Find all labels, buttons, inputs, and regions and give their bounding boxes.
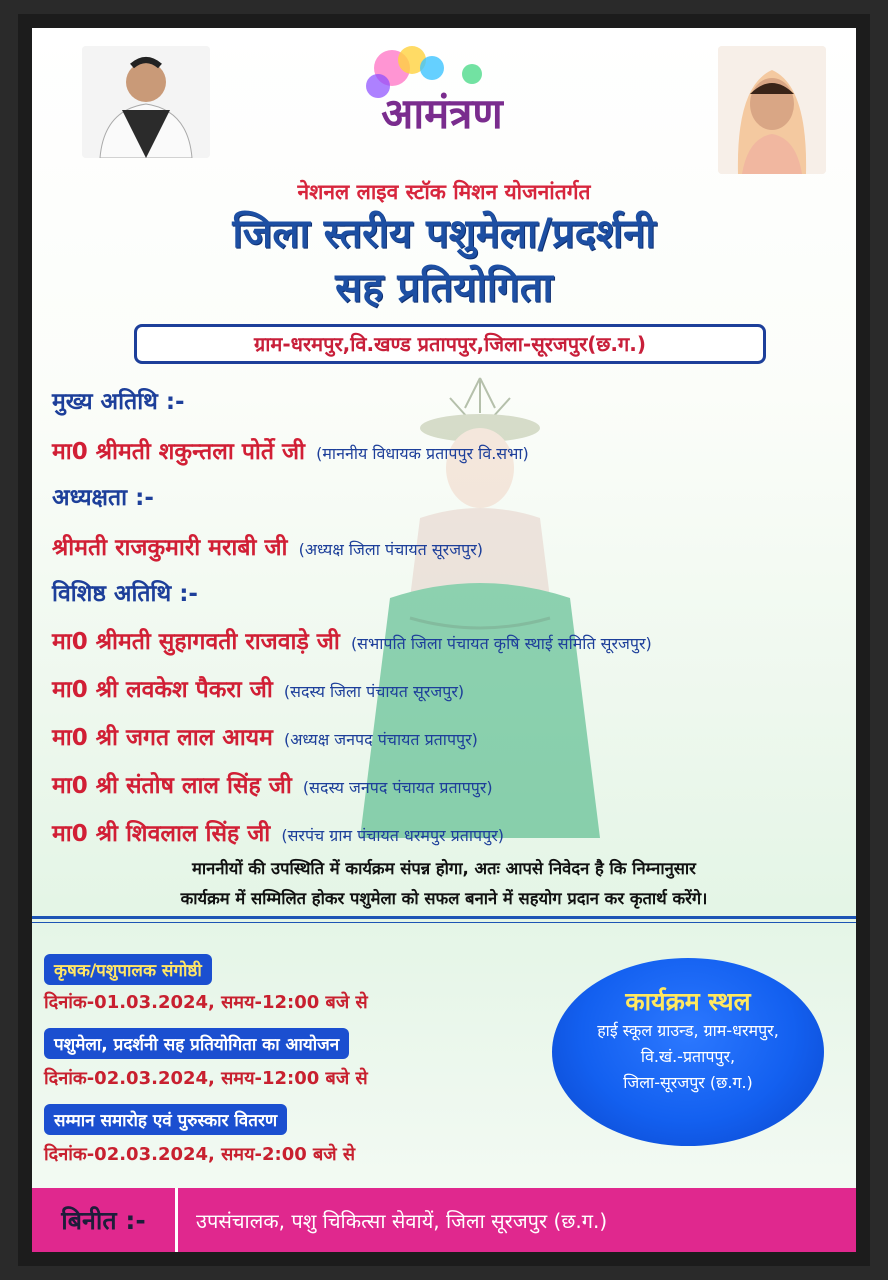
schedule-event-3: सम्मान समारोह एवं पुरुस्कार वितरण <box>44 1104 287 1135</box>
special-guest-row <box>52 624 652 656</box>
footer-label: बिनीत :- <box>32 1188 178 1252</box>
venue-line1: हाई स्कूल ग्राउन्ड, ग्राम-धरमपुर, <box>597 1021 779 1040</box>
guest-role: (सदस्य जनपद पंचायत प्रतापपुर) <box>302 778 493 797</box>
guest-name: मा0 श्री जगत लाल आयम <box>52 725 273 751</box>
guest-role: (सभापति जिला पंचायत कृषि स्थाई समिति सूरजपुर) <box>350 634 652 653</box>
guest-name: मा0 श्री शिवलाल सिंह जी <box>52 821 271 847</box>
special-guest-row <box>52 816 504 848</box>
special-guests-heading: विशिष्ठ अतिथि :- <box>52 581 198 607</box>
guest-name: मा0 श्री संतोष लाल सिंह जी <box>52 773 292 799</box>
venue-oval <box>552 958 824 1146</box>
president-row <box>52 530 483 562</box>
chief-photo-right <box>718 46 826 174</box>
aamantran-logo <box>332 38 552 158</box>
section-divider <box>32 916 856 919</box>
guest-role: (माननीय विधायक प्रतापपुर वि.सभा) <box>316 444 529 463</box>
logo-text: आमंत्रण <box>381 89 503 138</box>
chief-photo-left <box>82 46 210 158</box>
guest-name: मा0 श्री लवकेश पैकरा जी <box>52 677 273 703</box>
schedule-datetime-2: दिनांक-02.03.2024, समय-12:00 बजे से <box>44 1068 368 1089</box>
guest-role: (अध्यक्ष जनपद पंचायत प्रतापपुर) <box>283 730 478 749</box>
guest-role: (सरपंच ग्राम पंचायत धरमपुर प्रतापपुर) <box>281 826 504 845</box>
venue-line2: वि.खं.-प्रतापपुर, <box>640 1047 736 1066</box>
schedule-event-2: पशुमेला, प्रदर्शनी सह प्रतियोगिता का आयोजन <box>44 1028 349 1059</box>
invitation-sheet <box>32 28 856 1252</box>
venue-line3: जिला-सूरजपुर (छ.ग.) <box>623 1073 753 1092</box>
chief-guest-row <box>52 434 529 466</box>
special-guest-row <box>52 672 464 704</box>
invitation-line1: माननीयों की उपस्थिति में कार्यक्रम संपन्न होगा, अतः आपसे निवेदन है कि निम्नानुसार <box>192 859 696 878</box>
footer-bar <box>32 1188 856 1252</box>
venue-heading: कार्यक्रम स्थल <box>625 987 751 1016</box>
guest-name: मा0 श्रीमती शकुन्तला पोर्ते जी <box>52 439 306 465</box>
section-divider-thin <box>32 922 856 923</box>
guest-name: श्रीमती राजकुमारी मराबी जी <box>52 535 288 561</box>
special-guest-row <box>52 720 478 752</box>
event-title-line2: सह प्रतियोगिता <box>335 265 553 311</box>
scheme-subtitle: नेशनल लाइव स्टॉक मिशन योजनांतर्गत <box>297 180 591 204</box>
schedule-event-1: कृषक/पशुपालक संगोष्ठी <box>44 954 212 985</box>
special-guest-row <box>52 768 493 800</box>
schedule-datetime-3: दिनांक-02.03.2024, समय-2:00 बजे से <box>44 1144 356 1165</box>
invitation-line2: कार्यक्रम में सम्मिलित होकर पशुमेला को सफल बनाने में सहयोग प्रदान कर कृतार्थ करेंगे। <box>180 889 708 908</box>
schedule-datetime-1: दिनांक-01.03.2024, समय-12:00 बजे से <box>44 992 368 1013</box>
poster-frame <box>18 14 870 1266</box>
guest-role: (सदस्य जिला पंचायत सूरजपुर) <box>283 682 465 701</box>
guest-role: (अध्यक्ष जिला पंचायत सूरजपुर) <box>298 540 483 559</box>
guest-name: मा0 श्रीमती सुहागवती राजवाड़े जी <box>52 629 340 655</box>
venue-banner: ग्राम-धरमपुर,वि.खण्ड प्रतापपुर,जिला-सूरजपुर(छ.ग.) <box>134 324 766 364</box>
presidency-heading: अध्यक्षता :- <box>52 485 154 511</box>
chief-guest-heading: मुख्य अतिथि :- <box>52 389 185 415</box>
footer-text: उपसंचालक, पशु चिकित्सा सेवायें, जिला सूरजपुर (छ.ग.) <box>196 1208 608 1233</box>
event-title-line1: जिला स्तरीय पशुमेला/प्रदर्शनी <box>232 211 656 257</box>
